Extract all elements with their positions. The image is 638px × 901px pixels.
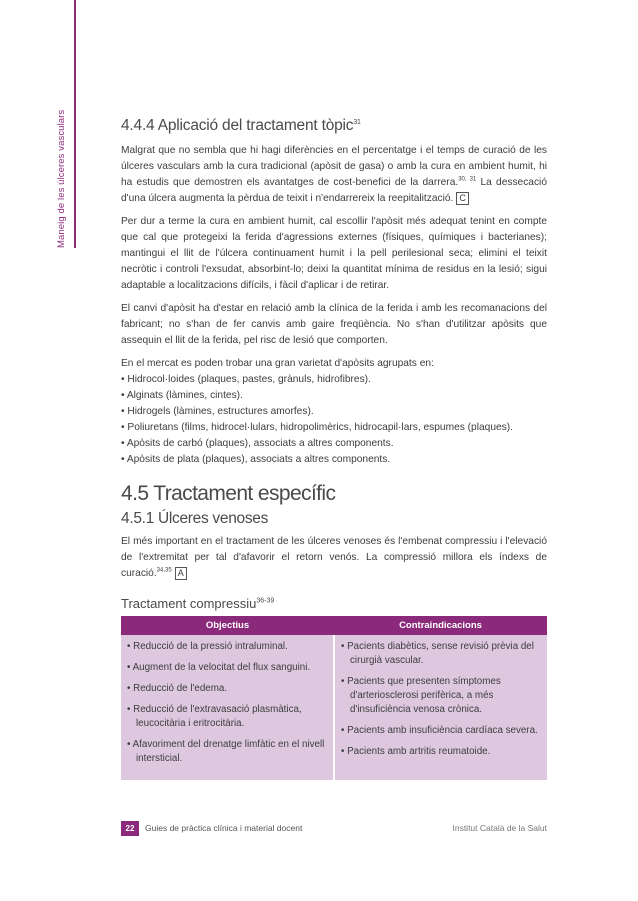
table-item: • Reducció de l'extravasació plasmàtica, leucocitària i eritrocitària. [127,704,302,729]
evidence-grade-badge: A [175,567,187,580]
page-number: 22 [121,821,139,836]
table-item: • Pacients amb artritis reumatoide. [341,746,491,757]
paragraph: En el mercat es poden trobar una gran varietat d'apòsits agrupats en: [121,358,434,369]
page-footer [121,818,547,838]
subsection-heading-4-5-1: 4.5.1 Úlceres venoses [121,510,269,527]
footer-organization: Institut Català de la Salut [452,823,547,833]
table-item: • Reducció de la pressió intraluminal. [127,641,288,652]
paragraph: El més important en el tractament de les úlceres venoses és l'embenat compressiu i l'elevació de l'extremitat per tal d'afavorir el retorn venós. La compressió millora els índexs de curació.$^{34,35}$ A [121,536,547,579]
list-item: • Apòsits de carbó (plaques), associats a altres components. [121,438,394,449]
section-heading-4-5: 4.5 Tractament específic [121,482,336,505]
page-content [121,117,547,780]
table-item: • Pacients amb insuficiència cardíaca severa. [341,725,538,736]
paragraph: Per dur a terme la cura en ambient humit, cal escollir l'apòsit més adequat tenint en compte que cal que protegeixi la ferida d'agressions externes (físiques, químiques i bacterianes); mantingui el llit de l'úlcera continuament humit i la pell perilesional seca; elimini el teixit necròtic i controli l'exsudat, absorbint-lo; deixi la quantitat mínima de residus en la lesió; sigui adaptable a localitzacions difícils, i fàcil d'aplicar i de retirar. [121,216,547,291]
side-rule [74,0,76,248]
paragraph: Malgrat que no sembla que hi hagi diferències en el percentatge i el temps de curació de les úlceres vasculars amb la cura tradicional (apòsit de gasa) o amb la cura en ambient humit, hi ha estudis que demostren els avantatges de cost-benefici de la darrera.$^{30, 31}$ La dessecació d'una úlcera augmenta la pèrdua de teixit i n'endarrereix la reepitalització. C [121,145,547,204]
dressing-list [121,372,547,468]
table-item: • Reducció de l'edema. [127,683,228,694]
table-item: • Pacients que presenten símptomes d'arteriosclerosi perifèrica, a més d'insuficiència venosa crònica. [341,676,501,715]
evidence-grade-badge: C [456,192,469,205]
list-item: • Apòsits de plata (plaques), associats a altres components. [121,454,391,465]
paragraph: El canvi d'apòsit ha d'estar en relació amb la clínica de la ferida i amb les recomanacions del fabricant; no s'han de fer canvis amb gaire freqüència. No s'han d'utilitzar apòsits que assequin el llit de la ferida, pel risc de lesió que comporten. [121,303,547,346]
list-item: • Alginats (làmines, cintes). [121,390,243,401]
table-header: Contraindicacions [334,616,547,635]
table-header: Objectius [121,616,334,635]
table-title: Tractament compressiu$^{36-39}$ [121,596,275,611]
contraindications-cell [334,635,547,780]
footer-title: Guies de pràctica clínica i material docent [145,823,303,833]
table-item: • Afavoriment del drenatge limfàtic en el nivell intersticial. [127,739,325,764]
table-item: • Pacients diabètics, sense revisió prèvia del cirurgià vascular. [341,641,534,666]
objectives-cell [121,635,334,780]
side-running-title: Maneig de les úlceres vasculars [56,109,67,248]
list-item: • Hidrogels (làmines, estructures amorfes). [121,406,314,417]
list-item: • Poliuretans (films, hidrocel·lulars, hidropolimèrics, hidrocapil·lars, espumes (plaques). [121,422,513,433]
table-item: • Augment de la velocitat del flux sanguini. [127,662,311,673]
list-item: • Hidrocol·loides (plaques, pastes, grànuls, hidrofibres). [121,374,371,385]
compression-table [121,616,547,780]
section-heading-4-4-4: 4.4.4 Aplicació del tractament tòpic$^{31}$ [121,117,361,134]
